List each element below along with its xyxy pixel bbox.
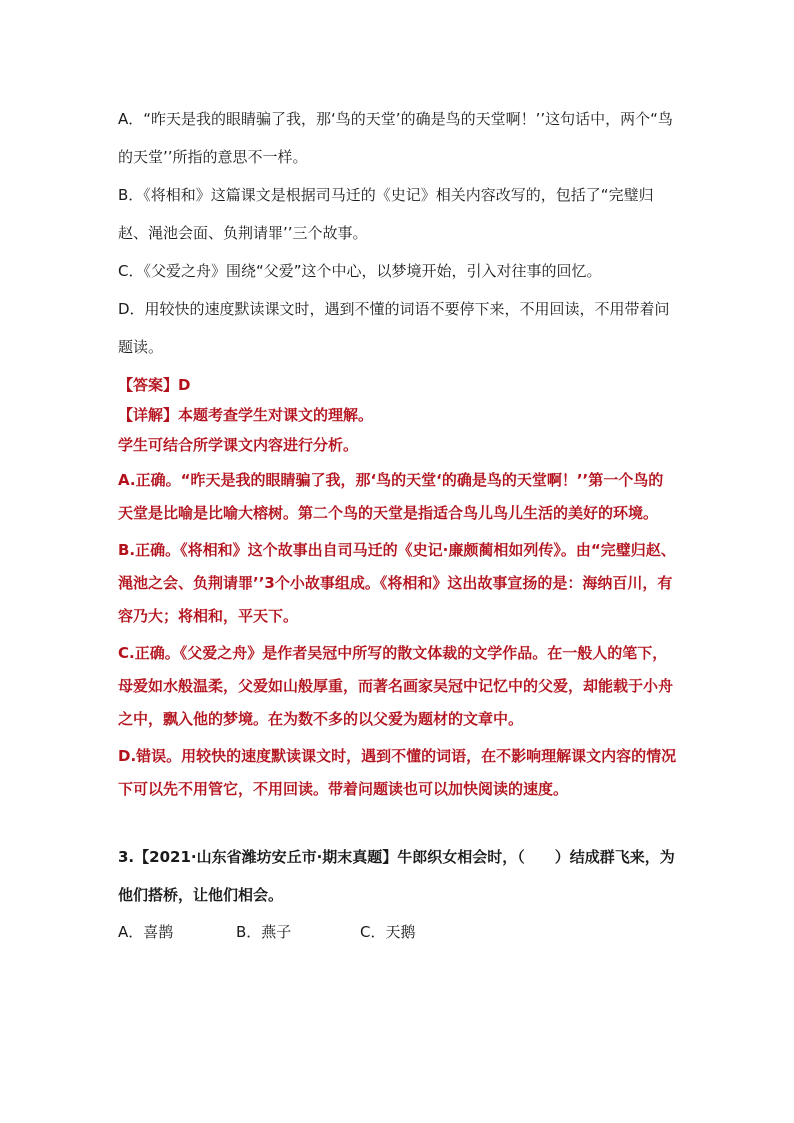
answer-block: [118, 370, 678, 806]
question-3: [118, 838, 678, 950]
detail-b: B.正确。《将相和》这个故事出自司马迁的《史记·廉颇蔺相如列传》。由“完璧归赵、渑池之会、负荆请罪’’3个小故事组成。《将相和》这出故事宣扬的是：海纳百川，有容乃大；将相和，平天下。: [118, 541, 676, 625]
question-3-text: [118, 838, 678, 914]
question-3-choices: [118, 914, 678, 950]
answer-line: [118, 370, 678, 400]
option-d: D．用较快的速度默读课文时，遇到不懂的词语不要停下来，不用回读，不用带着问题读。: [118, 300, 670, 356]
choice-c: C．天鹅: [360, 923, 416, 941]
detail-intro2: 学生可结合所学课文内容进行分析。: [118, 436, 359, 454]
detail-d: D.错误。用较快的速度默读课文时，遇到不懂的词语，在不影响理解课文内容的情况下可以先不用管它，不用回读。带着问题读也可以加快阅读的速度。: [118, 747, 677, 798]
answer-value: D: [178, 376, 191, 394]
detail-intro-line: [118, 400, 678, 430]
option-b: B．《将相和》这篇课文是根据司马迁的《史记》相关内容改写的，包括了“完璧归赵、渑池会面、负荆请罪’’三个故事。: [118, 186, 654, 242]
question-number: 3.: [118, 848, 135, 866]
detail-a: A.正确。“昨天是我的眼睛骗了我，那‘鸟的天堂‘的确是鸟的天堂啊！’’第一个鸟的天堂是比喻是比喻大榕树。第二个鸟的天堂是指适合鸟儿鸟儿生活的美好的环境。: [118, 471, 664, 522]
detail-c: C.正确。《父爱之舟》是作者吴冠中所写的散文体裁的文学作品。在一般人的笔下，母爱如水般温柔，父爱如山般厚重，而著名画家吴冠中记忆中的父爱，却能载于小舟之中，飘入他的梦境。在为数不多的以父爱为题材的文章中。: [118, 644, 674, 728]
option-c: C．《父爱之舟》围绕“父爱”这个中心，以梦境开始，引入对往事的回忆。: [118, 262, 602, 280]
choice-b: B．燕子: [236, 923, 292, 941]
option-a: A．“昨天是我的眼睛骗了我，那‘鸟的天堂’的确是鸟的天堂啊！’’这句话中，两个“鸟的天堂’’所指的意思不一样。: [118, 110, 673, 166]
choice-a: A．喜鹊: [118, 923, 174, 941]
page-content: [118, 100, 678, 950]
detail-intro: 本题考查学生对课文的理解。: [178, 406, 374, 424]
question-source: 【2021·山东省潍坊安丘市·期末真题】: [134, 848, 398, 866]
detail-label: 【详解】: [118, 406, 179, 424]
answer-label: 【答案】: [118, 376, 179, 394]
question-stem: 牛郎织女相会时，（ ）结成群飞来，为他们搭桥，让他们相会。: [118, 848, 675, 904]
